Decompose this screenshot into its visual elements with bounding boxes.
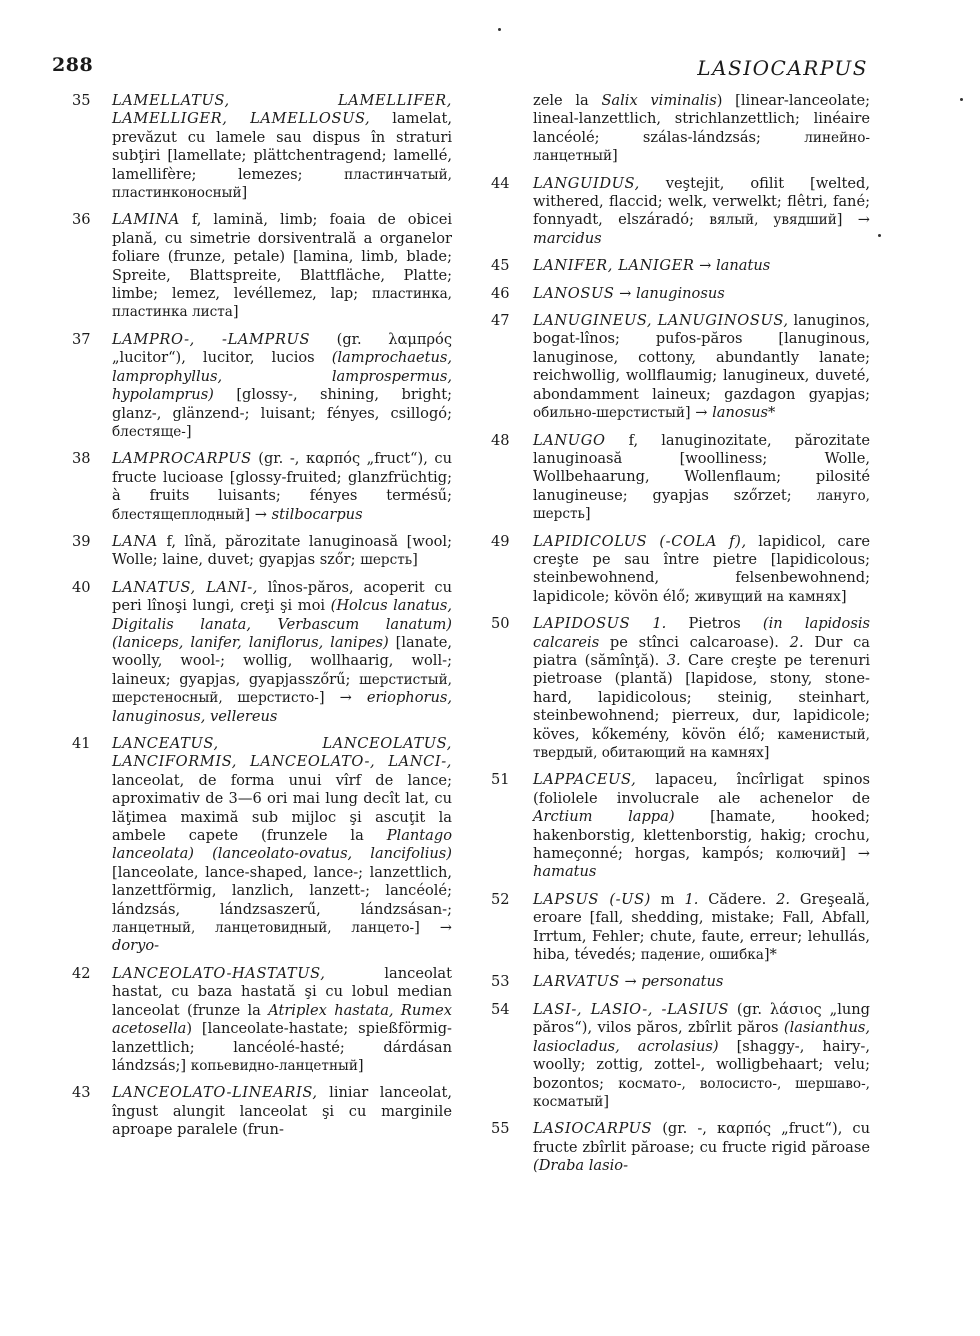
entry-text: ] →: [836, 211, 870, 229]
italic-text: lanosus*: [712, 404, 776, 422]
entry-number: 43: [72, 1084, 91, 1102]
entry-number: 53: [491, 973, 510, 991]
entry-number: 38: [72, 450, 91, 468]
entry-number: 46: [491, 284, 510, 302]
russian-equivalent: каменистый, твердый, обитающий на камнях: [533, 726, 870, 761]
russian-equivalent: блестящеплодный: [112, 506, 245, 523]
entry-text: lamelat, prevăzut cu lamele sau dispus în straturi subţiri [lamellate; plättchentragend; lamellé, lamellifère; lemezes;: [112, 110, 453, 183]
dictionary-entry: [488, 1001, 870, 1111]
entry-text: ] →: [684, 404, 713, 422]
entry-text: →: [619, 973, 642, 991]
entry-text: ]: [185, 422, 192, 440]
entry-text: lînos-păros, acoperit cu peri lînoşi lungi, creţi şi moi: [112, 578, 452, 615]
print-speck: [498, 28, 501, 31]
entry-headword: LAMINA: [112, 211, 180, 229]
russian-equivalent: колючий: [775, 846, 841, 863]
russian-equivalent: шерстистый, шерстеносный, шерстисто-: [112, 671, 452, 707]
entry-number: 35: [72, 92, 91, 109]
entry-text: [lanate, woolly, wool-; wollig, wollhaarig, woll-; laineux; gyapjas, gyapjasszőrű;: [112, 633, 452, 688]
entry-text: ]: [584, 505, 591, 523]
entry-headword: LAPIDICOLUS (-COLA f),: [533, 532, 747, 550]
russian-equivalent: копьевидно-ланцетный: [190, 1057, 358, 1074]
italic-text: Atriplex hastata, Rumex acetosella: [112, 1001, 452, 1038]
entry-text: ) [lanceolate-hastate; spießförmig-lanzettlich; lancéolé-hasté; dárdásan lándzsás;]: [112, 1020, 452, 1074]
entry-text: lapaceu, încîrligat spinos (foliolele involucrale ale achenelor de: [533, 771, 870, 807]
entry-text: (gr. -, καρπός „fruct“), cu fructe zbîrlit păroase; cu fructe rigid păroase: [533, 1120, 870, 1156]
dictionary-entry: [488, 92, 870, 166]
entry-text: ]: [241, 184, 248, 202]
entry-headword: LAPPACEUS,: [533, 771, 637, 789]
italic-text: 1.: [684, 890, 699, 908]
entry-number: 48: [491, 431, 510, 449]
italic-text: (Holcus lanatus, Digitalis lanata, Verbascum lanatum) (laniceps, lanifer, laniflorus, lanipes): [112, 597, 452, 651]
dictionary-entry: [52, 1084, 452, 1139]
entry-text: f, lînă, părozitate lanuginoasă [wool; Wolle; laine, duvet; gyapjas szőr;: [112, 532, 452, 569]
entry-number: 55: [491, 1120, 510, 1138]
entry-number: 50: [491, 615, 510, 633]
dictionary-entry: [52, 533, 452, 570]
entry-text: [lanceolate, lance-shaped, lance-; lanzettlich, lanzettförmig, lanzlich, lanzett-; lancéolé; lándzsás, lándzsaszerű, lándzsásan-;: [112, 863, 452, 918]
russian-equivalent: падение, ошибка: [640, 947, 764, 964]
entry-text: →: [614, 284, 636, 302]
entry-headword: LASI-, LASIO-, -LASIUS: [533, 1000, 729, 1018]
entry-number: 36: [72, 211, 91, 229]
italic-text: Salix viminalis: [601, 92, 717, 109]
dictionary-entry: [52, 450, 452, 524]
entry-headword: LASIOCARPUS: [533, 1120, 653, 1138]
italic-text: 1.: [652, 615, 667, 633]
print-speck: [878, 234, 881, 237]
entry-text: Pietros: [666, 615, 763, 633]
dictionary-entry: [488, 533, 870, 607]
italic-text: (Draba lasio-: [533, 1157, 628, 1175]
entry-headword: LAPSUS (-US): [533, 890, 651, 908]
entry-text: m: [650, 890, 685, 908]
entry-text: ]: [412, 551, 418, 569]
entry-text: [glossy-, shining, bright; glanz-, glänzend-; luisant; fényes, csillogó;: [112, 386, 452, 422]
italic-text: marcidus: [533, 229, 602, 247]
entry-text: Greşeală, eroare [fall, shedding, mistake; Fall, Abfall, Irrtum, Fehler; chute, faute, erreur; lehullás, hiba, tévedés;: [533, 890, 870, 964]
entry-headword: LANOSUS: [533, 284, 615, 302]
entry-number: 42: [72, 964, 91, 982]
dictionary-entry: [52, 579, 452, 726]
russian-equivalent: лануго, шерсть: [533, 487, 870, 523]
entry-headword: LANUGO: [533, 431, 606, 449]
russian-equivalent: шерсть: [360, 552, 413, 569]
entry-text: lapidicol, care creşte pe sau între pietre [lapidicolous; steinbewohnend, felsenbewohnend; lapidicole; kövön élő;: [533, 532, 870, 605]
entry-headword: LANCEOLATO-HASTATUS,: [112, 964, 326, 982]
dictionary-entry: [52, 211, 452, 321]
entry-text: ]: [840, 587, 847, 605]
russian-equivalent: космато-, волосисто-, шершаво-, косматый: [533, 1075, 870, 1110]
dictionary-entry: [488, 615, 870, 762]
russian-equivalent: пластинка, пластинка листа: [112, 286, 452, 321]
entry-text: ]: [603, 1092, 610, 1110]
entry-number: 49: [491, 532, 510, 550]
entry-text: →: [694, 257, 716, 275]
entry-text: ]: [232, 303, 239, 321]
entry-text: f, lamină, limb; foaia de obicei plană, cu simetrie dorsiventrală a organelor foliare (frunze, petale) [lamina, limb, blade; Spreite, Blattspreite, Blattfläche, Platte; limbe; lemez, levéllemez, lap;: [112, 211, 452, 303]
russian-equivalent: обильно-шерстистый: [533, 405, 685, 422]
russian-equivalent: вялый, увядший: [709, 212, 837, 229]
entry-headword: LANATUS, LANI-,: [112, 578, 259, 596]
entry-headword: LAMPRO-, -LAMPRUS: [112, 330, 311, 348]
entry-headword: LANCEOLATO-LINEARIS,: [112, 1084, 318, 1102]
entry-text: (gr. λαμπρός „lucitor“), lucitor, lucios: [112, 330, 452, 367]
entry-number: 40: [72, 578, 91, 596]
entry-text: f, lanuginozitate, părozitate lanuginoasă [woolliness; Wolle, Wollbehaarung, Wollenflaum; pilosité lanugineuse; gyapjas szőrzet;: [533, 431, 870, 504]
italic-text: hamatus: [533, 863, 597, 881]
entry-number: 45: [491, 257, 510, 275]
left-column: [52, 92, 452, 1149]
italic-text: 2.: [776, 890, 791, 908]
entry-headword: LARVATUS: [533, 973, 620, 991]
italic-text: (lasianthus, lasiocladus, acrolasius): [533, 1019, 870, 1055]
entry-text: pe stînci calcaroase).: [599, 633, 790, 651]
entry-text: (gr. λάσιος „lung păros“), vilos păros, zbîrlit păros: [533, 1000, 870, 1037]
dictionary-entry: [52, 735, 452, 956]
entry-text: zele la: [533, 92, 602, 109]
italic-text: 3.: [666, 651, 681, 669]
right-column: [488, 92, 870, 1185]
entry-text: [630, 615, 652, 632]
entry-headword: LAMPROCARPUS: [112, 450, 252, 468]
entry-headword: LANIFER, LANIGER: [533, 257, 695, 275]
dictionary-entry: [488, 432, 870, 524]
italic-text: eriophorus, lanuginosus, vellereus: [112, 689, 452, 725]
entry-number: 39: [72, 532, 91, 550]
entry-text: Care creşte pe terenuri pietroase (plantă) [lapidose, stony, stone-hard, lapidicolous; steinig, steinhart, steinbewohnend; pierreux, dur, lapidicole; köves, kőkemény, kövön élő;: [533, 651, 870, 743]
entry-number: 37: [72, 330, 91, 348]
entry-headword: LANUGINEUS, LANUGINOSUS,: [533, 312, 789, 330]
entry-text: ]: [357, 1056, 364, 1074]
dictionary-entry: [52, 331, 452, 441]
entry-headword: LAPIDOSUS: [533, 615, 631, 633]
russian-equivalent: пластинчатый, пластинконосный: [112, 166, 452, 202]
italic-text: (in lapidosis calcareis: [533, 615, 870, 651]
italic-text: 2.: [789, 633, 804, 651]
entry-number: 47: [491, 312, 510, 330]
dictionary-entry: [488, 891, 870, 965]
dictionary-entry: [52, 965, 452, 1075]
russian-equivalent: ланцетный, ланцетовидный, ланцето-: [112, 920, 415, 937]
entry-text: lanceolat hastat, cu baza hastată şi cu lobul median lanceolat (frunze la: [112, 964, 452, 1019]
entry-text: [shaggy-, hairy-, woolly; zottig, zottel-, wolligbehaart; velu; bozontos;: [533, 1037, 870, 1092]
entry-text: Cădere.: [698, 890, 777, 908]
entry-number: 44: [491, 174, 510, 192]
dictionary-entry: [488, 285, 870, 303]
entry-text: ] →: [318, 689, 367, 707]
dictionary-entry: [488, 312, 870, 422]
dictionary-entry: [488, 771, 870, 881]
italic-text: Plantago lanceolata) (lanceolato-ovatus, lancifolius): [112, 827, 452, 863]
russian-equivalent: линейно-ланцетный: [533, 129, 870, 165]
page-number: 288: [52, 54, 94, 76]
italic-text: stilbocarpus: [271, 505, 363, 523]
entry-headword: LANCEATUS, LANCEOLATUS, LANCIFORMIS, LANCEOLATO-, LANCI-,: [112, 735, 452, 771]
italic-text: Arctium lappa): [533, 808, 675, 826]
italic-text: lanatus: [716, 257, 771, 275]
entry-number: 54: [491, 1000, 510, 1018]
italic-text: lanuginosus: [635, 284, 725, 302]
entry-text: Dur ca piatra (sămînţă).: [533, 633, 870, 669]
entry-text: ]: [612, 147, 618, 165]
entry-number: 52: [491, 890, 510, 908]
entry-text: ] →: [244, 505, 272, 523]
dictionary-entry: [488, 973, 870, 991]
entry-text: ) [linear-lanceolate; lineal-lanzettlich, strichlanzettlich; linéaire lancéolé; szálas-lándzsás;: [533, 92, 870, 146]
running-head: LASIOCARPUS: [697, 56, 868, 80]
dictionary-entry: [488, 175, 870, 249]
entry-text: (gr. -, καρπός „fruct“), cu fructe lucioase [glossy-fruited; glanzfrüchtig; à fruits luisants; fényes termésű;: [112, 450, 452, 505]
print-speck: [960, 98, 963, 101]
italic-text: personatus: [641, 973, 724, 991]
dictionary-entry: [488, 257, 870, 275]
entry-text: lanceolat, de forma unui vîrf de lance; aproximativ de 3—6 ori mai lung decît lat, cu lăţimea maximă sub mijloc şi ascuţit la ambele capete (frunzele la: [112, 771, 452, 845]
entry-headword: LAMELLATUS, LAMELLIFER, LAMELLIGER, LAMELLOSUS,: [112, 92, 452, 128]
dictionary-entry: [488, 1120, 870, 1175]
italic-text: doryo-: [112, 937, 160, 955]
entry-number: 51: [491, 771, 510, 789]
entry-text: ]*: [763, 946, 777, 964]
russian-equivalent: живущий на камнях: [694, 588, 841, 605]
italic-text: (lamprochaetus, lamprophyllus, lamprospermus, hypolamprus): [112, 349, 452, 404]
entry-headword: LANA: [112, 532, 158, 550]
dictionary-entry: [52, 92, 452, 202]
russian-equivalent: блестяще-: [112, 423, 186, 440]
entry-text: liniar lanceolat, îngust alungit lanceolat şi cu marginile aproape paralele (frun-: [112, 1084, 452, 1139]
entry-text: lanuginos, bogat-lînos; pufos-păros [lanuginous, lanuginose, cottony, abundantly lanate; reichwollig, wollflaumig; lanugineux, duveté, abondamment laineux; gazdagon gyapjas;: [533, 312, 870, 403]
entry-number: 41: [72, 735, 91, 752]
entry-text: veştejit, ofilit [welted, withered, flaccid; welk, verwelkt; flêtri, fané; fonnyadt, elszáradó;: [533, 174, 870, 229]
entry-text: [hamate, hooked; hakenborstig, klettenborstig, hakig; crochu, hameçonné; horgas, kampós;: [533, 808, 870, 863]
entry-text: ] →: [414, 919, 453, 937]
entry-text: ] →: [840, 845, 870, 863]
entry-headword: LANGUIDUS,: [533, 174, 640, 192]
entry-text: ]: [763, 744, 770, 761]
